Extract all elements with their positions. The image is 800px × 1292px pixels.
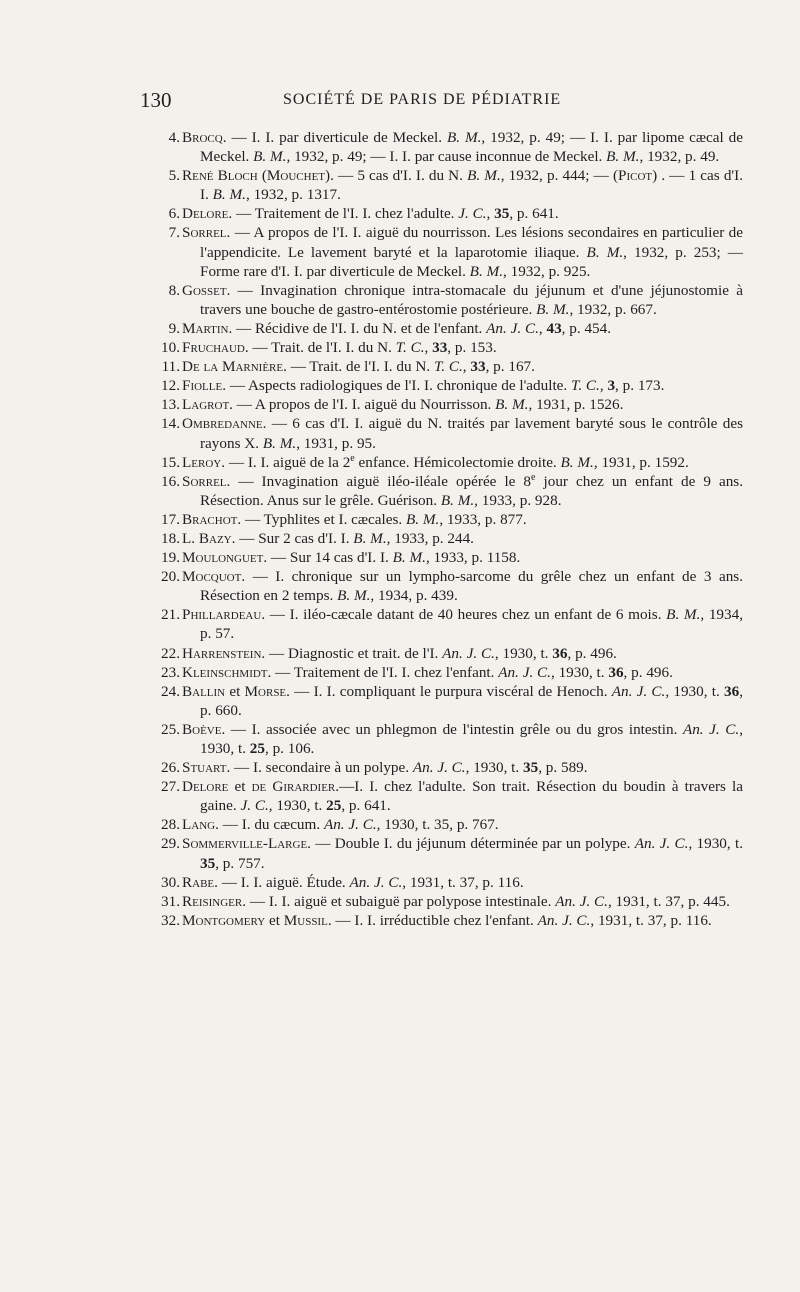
ref-text: — Trait. de l'I. I. du N.	[286, 358, 434, 376]
ref-text: ,	[599, 377, 608, 395]
journal-title: T. C.	[433, 358, 463, 376]
author-name: Delore	[182, 778, 229, 796]
ref-text: — I. I. aiguë et subaiguë par polypose intestinale.	[246, 892, 556, 910]
reference-number: 15.	[161, 453, 180, 471]
ref-text: , 1931, t. 37, p. 116.	[402, 873, 524, 891]
author-name: Rabe.	[182, 873, 218, 891]
ref-text: , p. 496.	[623, 663, 673, 681]
reference-number: 28.	[161, 816, 180, 834]
ref-text: , 1931, p. 1592.	[593, 453, 689, 471]
ref-text: — Invagination chronique intra-stomacale du jéjunum et d'une jéjunostomie à travers une bouche de gastro-entérostomie postérieure.	[200, 281, 743, 318]
ref-text: , p. 660.	[200, 682, 743, 719]
reference-item	[158, 682, 743, 720]
author-name: Morse.	[244, 682, 290, 700]
reference-item	[158, 281, 743, 319]
author-name: Reisinger.	[182, 892, 247, 910]
reference-number: 29.	[161, 835, 180, 853]
ref-text: enfance. Hémicolectomie droite.	[354, 453, 561, 471]
journal-title: An. J. C.	[634, 835, 689, 853]
journal-title: B. M.	[469, 262, 503, 280]
reference-item	[158, 911, 743, 930]
reference-number: 20.	[161, 568, 180, 586]
reference-number: 12.	[161, 377, 180, 395]
ref-text: , 1931, p. 95.	[296, 434, 376, 452]
journal-title: B. M.	[446, 129, 482, 146]
volume-number: 36	[552, 644, 568, 662]
ref-text: — Sur 14 cas d'I. I.	[267, 549, 393, 567]
reference-item	[158, 548, 743, 567]
ref-text: ,	[538, 319, 547, 337]
volume-number: 36	[608, 663, 624, 681]
author-name: Ballin	[182, 682, 226, 700]
author-name: Lagrot.	[182, 396, 233, 414]
reference-item	[158, 166, 743, 204]
journal-title: An. J. C.	[537, 911, 591, 929]
reference-item	[158, 663, 743, 682]
reference-number: 26.	[161, 759, 180, 777]
ref-text: — I. du cæcum.	[218, 816, 324, 834]
ref-text: et	[265, 911, 284, 929]
ref-text: , 1933, p. 928.	[474, 491, 562, 509]
author-name: Sommerville-Large.	[182, 835, 311, 853]
journal-title: B. M.	[536, 300, 570, 318]
superscript: e	[531, 471, 536, 483]
author-name: Kleinschmidt.	[182, 663, 272, 681]
ref-text: . — 5 cas d'I. I. du N.	[330, 167, 468, 185]
reference-number: 4.	[168, 129, 180, 146]
author-name: Brocq.	[182, 129, 227, 146]
volume-number: 35	[494, 205, 510, 223]
reference-number: 23.	[161, 663, 180, 681]
author-name: Ombredanne.	[182, 415, 267, 433]
journal-title: B. M.	[406, 510, 440, 528]
author-name: Harrenstein.	[182, 644, 266, 662]
reference-number: 32.	[161, 911, 180, 929]
ref-text: — I. I. aiguë de la 2	[225, 453, 351, 471]
reference-item	[158, 758, 743, 777]
author-name: Brachot.	[182, 510, 242, 528]
journal-title: J. C.	[458, 205, 487, 223]
reference-item	[158, 720, 743, 758]
ref-text: — 6 cas d'I. I. aiguë du N. traités par lavement baryté sous le contrôle des rayons X.	[200, 415, 743, 452]
volume-number: 35	[200, 854, 216, 872]
journal-title: B. M.	[337, 587, 371, 605]
ref-text: , 1930, t.	[550, 663, 609, 681]
reference-number: 8.	[168, 281, 180, 299]
ref-text: , 1930, t.	[665, 682, 724, 700]
journal-title: B. M.	[666, 606, 701, 624]
ref-text: , p. 167.	[485, 358, 535, 376]
ref-text: — I. I. par diverticule de Meckel.	[226, 129, 447, 146]
volume-number: 43	[546, 319, 562, 337]
volume-number: 36	[724, 682, 740, 700]
volume-number: 25	[326, 797, 342, 815]
author-name: Phillardeau.	[182, 606, 266, 624]
ref-text: , 1932, p. 925.	[503, 262, 591, 280]
ref-text: , p. 641.	[341, 797, 391, 815]
reference-item	[158, 644, 743, 663]
author-name: Boève.	[182, 720, 226, 738]
ref-text: ,	[462, 358, 471, 376]
author-name: Moulonguet.	[182, 549, 268, 567]
reference-number: 17.	[161, 510, 180, 528]
ref-text: ) . — 1 cas d'I. I.	[200, 167, 744, 204]
journal-title: An. J. C.	[486, 319, 539, 337]
author-name: Mussil.	[283, 911, 332, 929]
volume-number: 35	[523, 759, 539, 777]
reference-number: 19.	[161, 549, 180, 567]
journal-title: An. J. C.	[412, 759, 466, 777]
journal-title: B. M.	[440, 491, 475, 509]
reference-item	[158, 892, 743, 911]
ref-text: , 1932, p. 49.	[639, 148, 720, 166]
ref-text: , p. 589.	[538, 759, 588, 777]
ref-text: — I. associée avec un phlegmon de l'intestin grêle ou du gros intestin.	[225, 720, 683, 738]
author-name: Gosset.	[182, 281, 231, 299]
reference-item	[158, 357, 743, 376]
reference-number: 24.	[161, 682, 180, 700]
ref-text: , 1931, t. 37, p. 116.	[590, 911, 712, 929]
reference-item	[158, 815, 743, 834]
reference-number: 10.	[161, 339, 180, 357]
ref-text: —I. I. chez l'adulte. Son trait. Résection du boudin à travers la gaine.	[200, 778, 743, 815]
ref-text: — Double I. du jéjunum déterminée par un polype.	[310, 835, 635, 853]
ref-text: , 1932, p. 444; — (	[500, 167, 619, 185]
ref-text: , 1932, p. 253; — Forme rare d'I. I. par diverticule de Meckel.	[200, 243, 743, 280]
ref-text: jour chez un enfant de 9 ans. Résection. Anus sur le grêle. Guérison.	[200, 472, 744, 509]
journal-title: B. M.	[606, 148, 640, 166]
ref-text: — I. I. aiguë. Étude.	[217, 873, 350, 891]
ref-text: , p. 454.	[561, 319, 612, 337]
ref-text: et	[225, 682, 245, 700]
volume-number: 33	[470, 358, 486, 376]
ref-text: — Traitement de l'I. I. chez l'adulte.	[232, 205, 459, 223]
reference-item	[158, 472, 743, 510]
author-name: Delore.	[182, 205, 233, 223]
journal-title: B. M.	[212, 186, 246, 204]
ref-text: — I. chronique sur un lympho-sarcome du grêle chez un enfant de 3 ans. Résection en 2 temps.	[200, 568, 743, 605]
reference-item	[158, 605, 743, 643]
ref-text: , p. 173.	[615, 377, 665, 395]
journal-title: B. M.	[253, 148, 287, 166]
ref-text: , p. 641.	[509, 205, 559, 223]
journal-title: B. M.	[586, 243, 624, 261]
page-header	[0, 88, 800, 118]
ref-text: , p. 106.	[264, 740, 315, 757]
reference-number: 22.	[161, 644, 180, 662]
journal-title: An. J. C.	[682, 720, 740, 738]
journal-title: An. J. C.	[555, 892, 608, 910]
ref-text: , 1932, p. 667.	[569, 300, 657, 318]
ref-text: , p. 757.	[215, 854, 265, 872]
ref-text: — A propos de l'I. I. aiguë du nourrisson. Les lésions secondaires en particulier de l'appendicite. Le lavement baryté et la laparotomie iliaque.	[200, 224, 743, 261]
superscript: e	[350, 452, 355, 464]
reference-number: 13.	[161, 396, 180, 414]
reference-number: 27.	[161, 778, 180, 796]
journal-title: An. J. C.	[611, 682, 666, 700]
ref-text: et	[228, 778, 252, 796]
reference-number: 7.	[168, 224, 180, 242]
reference-item	[158, 453, 743, 472]
author-name: de Girardier.	[251, 778, 340, 796]
ref-text: ,	[424, 339, 433, 357]
ref-text: , p. 153.	[447, 339, 497, 357]
reference-number: 14.	[161, 415, 180, 433]
journal-title: An. J. C.	[323, 816, 377, 834]
reference-item	[158, 338, 743, 357]
reference-number: 9.	[168, 319, 180, 337]
author-name: Montgomery	[182, 911, 266, 929]
ref-text: ,	[486, 205, 495, 223]
author-name: L. Bazy.	[182, 529, 236, 547]
author-name: Fruchaud.	[182, 339, 249, 357]
ref-text: — I. I. irréductible chez l'enfant.	[331, 911, 538, 929]
ref-text: — I. secondaire à un polype.	[230, 759, 413, 777]
ref-text: , 1930, t.	[200, 720, 743, 757]
reference-item	[158, 414, 743, 452]
ref-text: , 1933, p. 1158.	[425, 549, 521, 567]
author-name: Mocquot.	[182, 568, 246, 586]
reference-item	[158, 834, 743, 872]
ref-text: , 1930, t.	[465, 759, 523, 777]
author-name: Lang.	[182, 816, 219, 834]
author-name: Fiolle.	[182, 377, 227, 395]
reference-number: 11.	[161, 358, 180, 376]
ref-text: , 1931, p. 1526.	[528, 396, 624, 414]
ref-text: , 1930, t.	[494, 644, 553, 662]
journal-title: J. C.	[240, 797, 269, 815]
ref-text: — Sur 2 cas d'I. I.	[235, 529, 354, 547]
ref-text: , 1933, p. 244.	[386, 529, 474, 547]
author-name: Martin.	[182, 319, 233, 337]
reference-number: 30.	[161, 873, 180, 891]
reference-item	[158, 319, 743, 338]
ref-text: — Trait. de l'I. I. du N.	[248, 339, 396, 357]
author-name: René Bloch (Mouchet)	[182, 167, 331, 185]
reference-number: 5.	[168, 167, 180, 185]
volume-number: 3	[607, 377, 616, 395]
running-title: SOCIÉTÉ DE PARIS DE PÉDIATRIE	[283, 91, 562, 108]
author-name: Stuart.	[182, 759, 231, 777]
reference-number: 6.	[168, 205, 180, 223]
journal-title: B. M.	[392, 549, 426, 567]
reference-item	[158, 567, 743, 605]
ref-text: — Typhlites et I. cæcales.	[241, 510, 406, 528]
ref-text: , 1932, p. 49; — I. I. par cause inconnue de Meckel.	[286, 148, 607, 166]
journal-title: B. M.	[262, 434, 297, 452]
reference-item	[158, 128, 743, 166]
journal-title: B. M.	[353, 529, 387, 547]
ref-text: , 1932, p. 49; — I. I. par lipome cæcal de Meckel.	[200, 129, 743, 166]
journal-title: An. J. C.	[349, 873, 403, 891]
journal-title: An. J. C.	[498, 663, 551, 681]
reference-number: 21.	[161, 606, 180, 624]
reference-item	[158, 395, 743, 414]
ref-text: , 1932, p. 1317.	[245, 186, 341, 204]
ref-text: , 1934, p. 439.	[370, 587, 458, 605]
journal-title: T. C.	[571, 377, 600, 395]
author-name: De la Marnière.	[182, 358, 287, 376]
reference-number: 31.	[161, 892, 180, 910]
reference-item	[158, 873, 743, 892]
ref-text: — Aspects radiologiques de l'I. I. chronique de l'adulte.	[226, 377, 572, 395]
ref-text: , 1930, t.	[688, 835, 743, 853]
ref-text: , p. 496.	[567, 644, 617, 662]
reference-number: 16.	[161, 472, 180, 490]
reference-item	[158, 777, 743, 815]
ref-text: , 1930, t.	[268, 797, 327, 815]
reference-number: 25.	[161, 720, 180, 738]
reference-item	[158, 204, 743, 223]
ref-text: — I. I. compliquant le purpura viscéral de Henoch.	[289, 682, 612, 700]
volume-number: 25	[249, 740, 265, 757]
reference-item	[158, 529, 743, 548]
ref-text: — I. iléo-cæcale datant de 40 heures chez un enfant de 6 mois.	[265, 606, 667, 624]
author-name: Picot	[618, 167, 653, 185]
ref-text: — Récidive de l'I. I. du N. et de l'enfant.	[232, 319, 487, 337]
ref-text: , 1934, p. 57.	[200, 606, 744, 643]
ref-text: , 1930, t. 35, p. 767.	[376, 816, 499, 834]
journal-title: B. M.	[467, 167, 501, 185]
journal-title: An. J. C.	[442, 644, 495, 662]
journal-title: B. M.	[560, 453, 594, 471]
reference-item	[158, 223, 743, 280]
ref-text: — Invagination aiguë iléo-iléale opérée le 8	[230, 472, 532, 490]
journal-title: B. M.	[495, 396, 529, 414]
author-name: Leroy.	[182, 453, 226, 471]
reference-number: 18.	[161, 529, 180, 547]
ref-text: — Traitement de l'I. I. chez l'enfant.	[271, 663, 499, 681]
author-name: Sorrel.	[182, 224, 231, 242]
page-number: 130	[140, 88, 172, 112]
reference-item	[158, 510, 743, 529]
author-name: Sorrel.	[182, 472, 231, 490]
ref-text: , 1931, t. 37, p. 445.	[607, 892, 730, 910]
ref-text: — Diagnostic et trait. de l'I.	[265, 644, 443, 662]
journal-title: T. C.	[395, 339, 425, 357]
volume-number: 33	[432, 339, 448, 357]
reference-list	[158, 128, 743, 930]
ref-text: , 1933, p. 877.	[439, 510, 527, 528]
ref-text: — A propos de l'I. I. aiguë du Nourrisson.	[232, 396, 496, 414]
reference-item	[158, 376, 743, 395]
